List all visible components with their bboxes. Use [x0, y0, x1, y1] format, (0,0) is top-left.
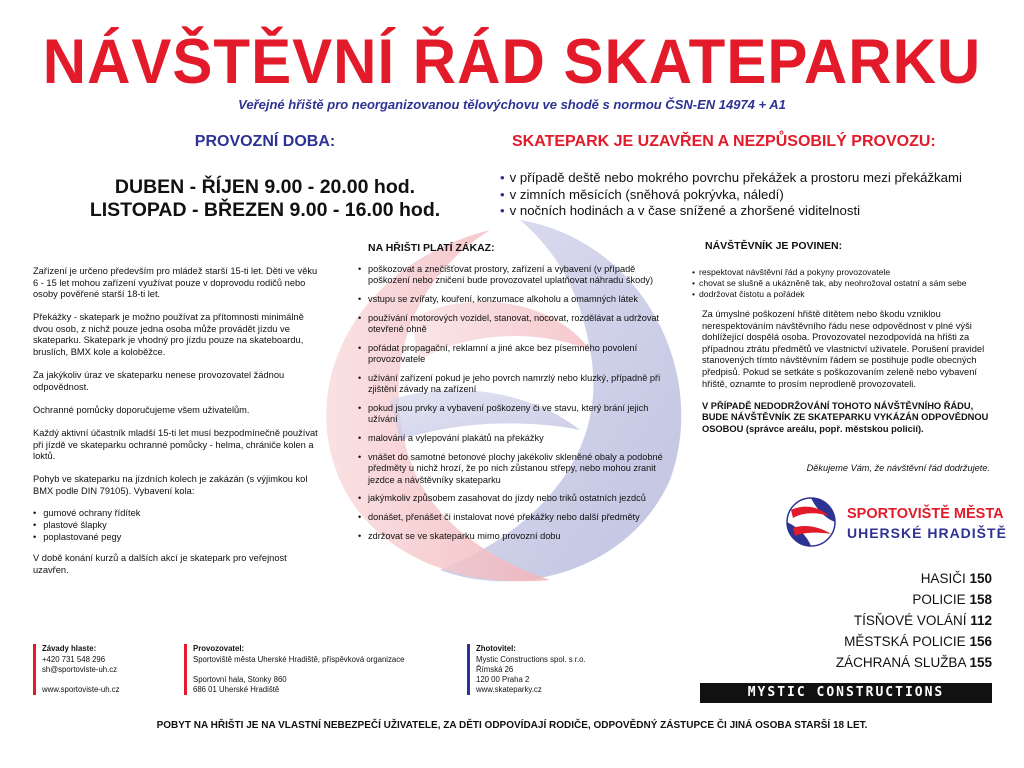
general-rules-column	[33, 266, 318, 588]
visitor-duties-heading: NÁVŠTĚVNÍK JE POVINEN:	[705, 240, 843, 252]
emergency-row	[780, 631, 992, 652]
emergency-label: TÍSŇOVÉ VOLÁNÍ	[853, 613, 967, 628]
list-item: • plastové šlapky	[33, 520, 318, 532]
list-item: • gumové ochrany řídítek	[33, 508, 318, 520]
list-item: • poplastované pegy	[33, 532, 318, 544]
list-item: • v nočních hodinách a v čase snížené a zhoršené viditelnosti	[500, 203, 1010, 220]
emergency-number: 156	[969, 634, 992, 649]
footer-phone: +420 731 548 296	[42, 655, 106, 664]
emergency-label: MĚSTSKÁ POLICIE	[844, 634, 966, 649]
list-item: • donášet, přenášet či instalovat nové překážky nebo další předměty	[356, 512, 676, 523]
list-item: • respektovat návštěvní řád a pokyny provozovatele	[692, 267, 1012, 278]
page-title: NÁVŠTĚVNÍ ŘÁD SKATEPARKU	[42, 26, 982, 97]
opening-hours-winter: LISTOPAD - BŘEZEN 9.00 - 16.00 hod.	[89, 199, 441, 221]
list-item: • v případě deště nebo mokrého povrchu překážek a prostoru mezi překážkami	[500, 170, 1010, 187]
bans-list	[356, 264, 676, 550]
footer-web-link[interactable]: www.skateparky.cz	[476, 685, 542, 694]
logo-text-line1: SPORTOVIŠTĚ MĚSTA	[847, 506, 1004, 522]
liability-disclaimer: POBYT NA HŘIŠTI JE NA VLASTNÍ NEBEZPEČÍ UŽIVATELE, ZA DĚTI ODPOVÍDAJÍ RODIČE, ODPOVĚDNÝ ZÁSTUPCE ČI JINÁ OSOBA STARŠÍ 18 LET.	[156, 720, 868, 731]
operator-logo	[785, 496, 1015, 550]
list-item: • zdržovat se ve skateparku mimo provozní dobu	[356, 531, 676, 542]
logo-text-line2: UHERSKÉ HRADIŠTĚ	[847, 525, 1007, 541]
list-item: • vstupu se zvířaty, kouření, konzumace alkoholu a omamných látek	[356, 294, 676, 305]
visitor-duties-list	[692, 267, 1012, 299]
footer-email-link[interactable]: sh@sportoviste-uh.cz	[42, 665, 118, 674]
emergency-label: HASIČI	[920, 571, 966, 586]
rules-paragraph: V době konání kurzů a dalších akcí je skatepark pro veřejnost uzavřen.	[33, 553, 287, 575]
list-item: • v zimních měsících (sněhová pokrývka, náledí)	[500, 187, 1010, 204]
footer-title: Provozovatel:	[193, 644, 245, 653]
footer-web-link[interactable]: www.sportoviste-uh.cz	[42, 685, 120, 694]
list-item: • pokud jsou prvky a vybavení poškozeny či ve stavu, který brání jejich užívání	[356, 403, 676, 426]
emergency-number: 158	[969, 592, 992, 607]
emergency-row	[780, 652, 992, 673]
footer-maker	[467, 644, 667, 695]
expulsion-warning: V PŘÍPADĚ NEDODRŽOVÁNÍ TOHOTO NÁVŠTĚVNÍHO ŘÁDU, BUDE NÁVŠTĚVNÍK ZE SKATEPARKU VYKÁZÁN ODPOVĚDNOU OSOBOU (správce areálu, popř. městskou policií).	[702, 401, 989, 434]
bans-heading: NA HŘIŠTI PLATÍ ZÁKAZ:	[368, 242, 495, 254]
list-item: • vnášet do samotné betonové plochy jakékoliv skleněné obaly a podobné předměty u nichž hrozí, že po nich zůstanou střepy, nebo mohou zranit jezdce a návštěvníky skateparku	[356, 452, 676, 486]
footer-report-contact	[33, 644, 173, 695]
list-item: • malování a vylepování plakátů na překážky	[356, 433, 676, 444]
emergency-number: 155	[969, 655, 992, 670]
rules-paragraph: Za jakýkoliv úraz ve skateparku nenese provozovatel žádnou odpovědnost.	[33, 370, 285, 392]
page-subtitle: Veřejné hřiště pro neorganizovanou tělovýchovu ve shodě s normou ČSN-EN 14974 + A1	[238, 97, 786, 112]
emergency-row	[780, 568, 992, 589]
emergency-row	[780, 589, 992, 610]
footer-maker-name: Mystic Constructions spol. s r.o.	[476, 655, 586, 664]
rules-paragraph: Každý aktivní účastník mladší 15-ti let musí bezpodmínečně používat při jízdě ve skateparku ochranné pomůcky - helma, chrániče kolen a loktů.	[33, 427, 318, 462]
list-item: • chovat se slušně a ukázněně tak, aby neohrožoval ostatní a sám sebe	[692, 278, 1012, 289]
footer-address: Římská 26	[476, 665, 514, 674]
footer-address: Sportovní hala, Stonky 860	[193, 675, 287, 684]
thank-you-note: Děkujeme Vám, že návštěvní řád dodržujete.	[806, 463, 990, 473]
list-item: • poškozovat a znečišťovat prostory, zařízení a vybavení (v případě poškození nebo zničení bude provozovatel uplatňovat náhradu škody)	[356, 264, 676, 287]
opening-hours-heading: PROVOZNÍ DOBA:	[194, 133, 336, 150]
emergency-label: POLICIE	[912, 592, 966, 607]
emergency-row	[780, 610, 992, 631]
closed-conditions-heading: SKATEPARK JE UZAVŘEN A NEZPŮSOBILÝ PROVOZU:	[512, 133, 936, 150]
list-item: • používání motorových vozidel, stanovat, nocovat, rozdělávat a udržovat otevřené ohně	[356, 313, 676, 336]
emergency-number: 150	[969, 571, 992, 586]
bike-equipment-list	[33, 508, 318, 543]
sport-ball-icon	[785, 496, 837, 548]
emergency-label: ZÁCHRANÁ SLUŽBA	[835, 655, 966, 670]
rules-paragraph: Překážky - skatepark je možno používat za přítomnosti minimálně dvou osob, z nichž pouze jedna osoba může provádět jízdu ve skateparku. Skatepark je vhodný pro jízdu pouze na skateboardu, bruslích, BMX kole a koloběžce.	[33, 312, 304, 358]
footer-operator-name: Sportoviště města Uherské Hradiště, příspěvková organizace	[193, 655, 405, 664]
emergency-number: 112	[970, 613, 992, 628]
list-item: • užívání zařízení pokud je jeho povrch namrzlý nebo kluzký, případně při zjištění závady na zařízení	[356, 373, 676, 396]
rules-paragraph: Ochranné pomůcky doporučujeme všem uživatelům.	[33, 404, 250, 415]
footer-title: Závady hlaste:	[42, 644, 97, 653]
list-item: • jakýmkoliv způsobem zasahovat do jízdy nebo triků ostatních jezdců	[356, 493, 676, 504]
rules-paragraph: Pohyb ve skateparku na jízdních kolech je zakázán (s výjimkou kol BMX podle DIN 79105). Vybavení kola:	[33, 474, 308, 496]
liability-paragraph: Za úmyslné poškození hřiště dítětem nebo škodu vzniklou nerespektováním návštěvního řádu nese odpovědnost v plné výši dohlížející dospělá osoba. Provozovatel nezodpovídá na hřišti za případnou ztrátu předmětů ve vlastnictví uživatele. Porušení pravidel stanovených tímto návštěvním řádem se postihuje podle obecných předpisů. Pokud se setkáte s poškozovaním zeleně nebo vybavení hřiště, oznamte to prosím neprodleně provozovateli.	[702, 309, 985, 389]
emergency-numbers	[780, 568, 992, 673]
rules-paragraph: Zařízení je určeno především pro mládež starší 15-ti let. Děti ve věku 6 - 15 let mohou zařízení využívat pouze v doprovodu rodičů nebo osoby pověřené starší 18-ti let.	[33, 266, 318, 300]
maker-logo-banner: MYSTIC CONSTRUCTIONS	[700, 683, 992, 703]
footer-title: Zhotovitel:	[476, 644, 516, 653]
opening-hours	[45, 176, 485, 222]
footer-address: 686 01 Uherské Hradiště	[193, 685, 280, 694]
list-item: • dodržovat čistotu a pořádek	[692, 289, 1012, 300]
list-item: • pořádat propagační, reklamní a jiné akce bez písemného povolení provozovatele	[356, 343, 676, 366]
closed-conditions-list	[500, 170, 1010, 220]
opening-hours-summer: DUBEN - ŘÍJEN 9.00 - 20.00 hod.	[114, 176, 416, 198]
footer-address: 120 00 Praha 2	[476, 675, 530, 684]
footer-operator	[184, 644, 444, 695]
